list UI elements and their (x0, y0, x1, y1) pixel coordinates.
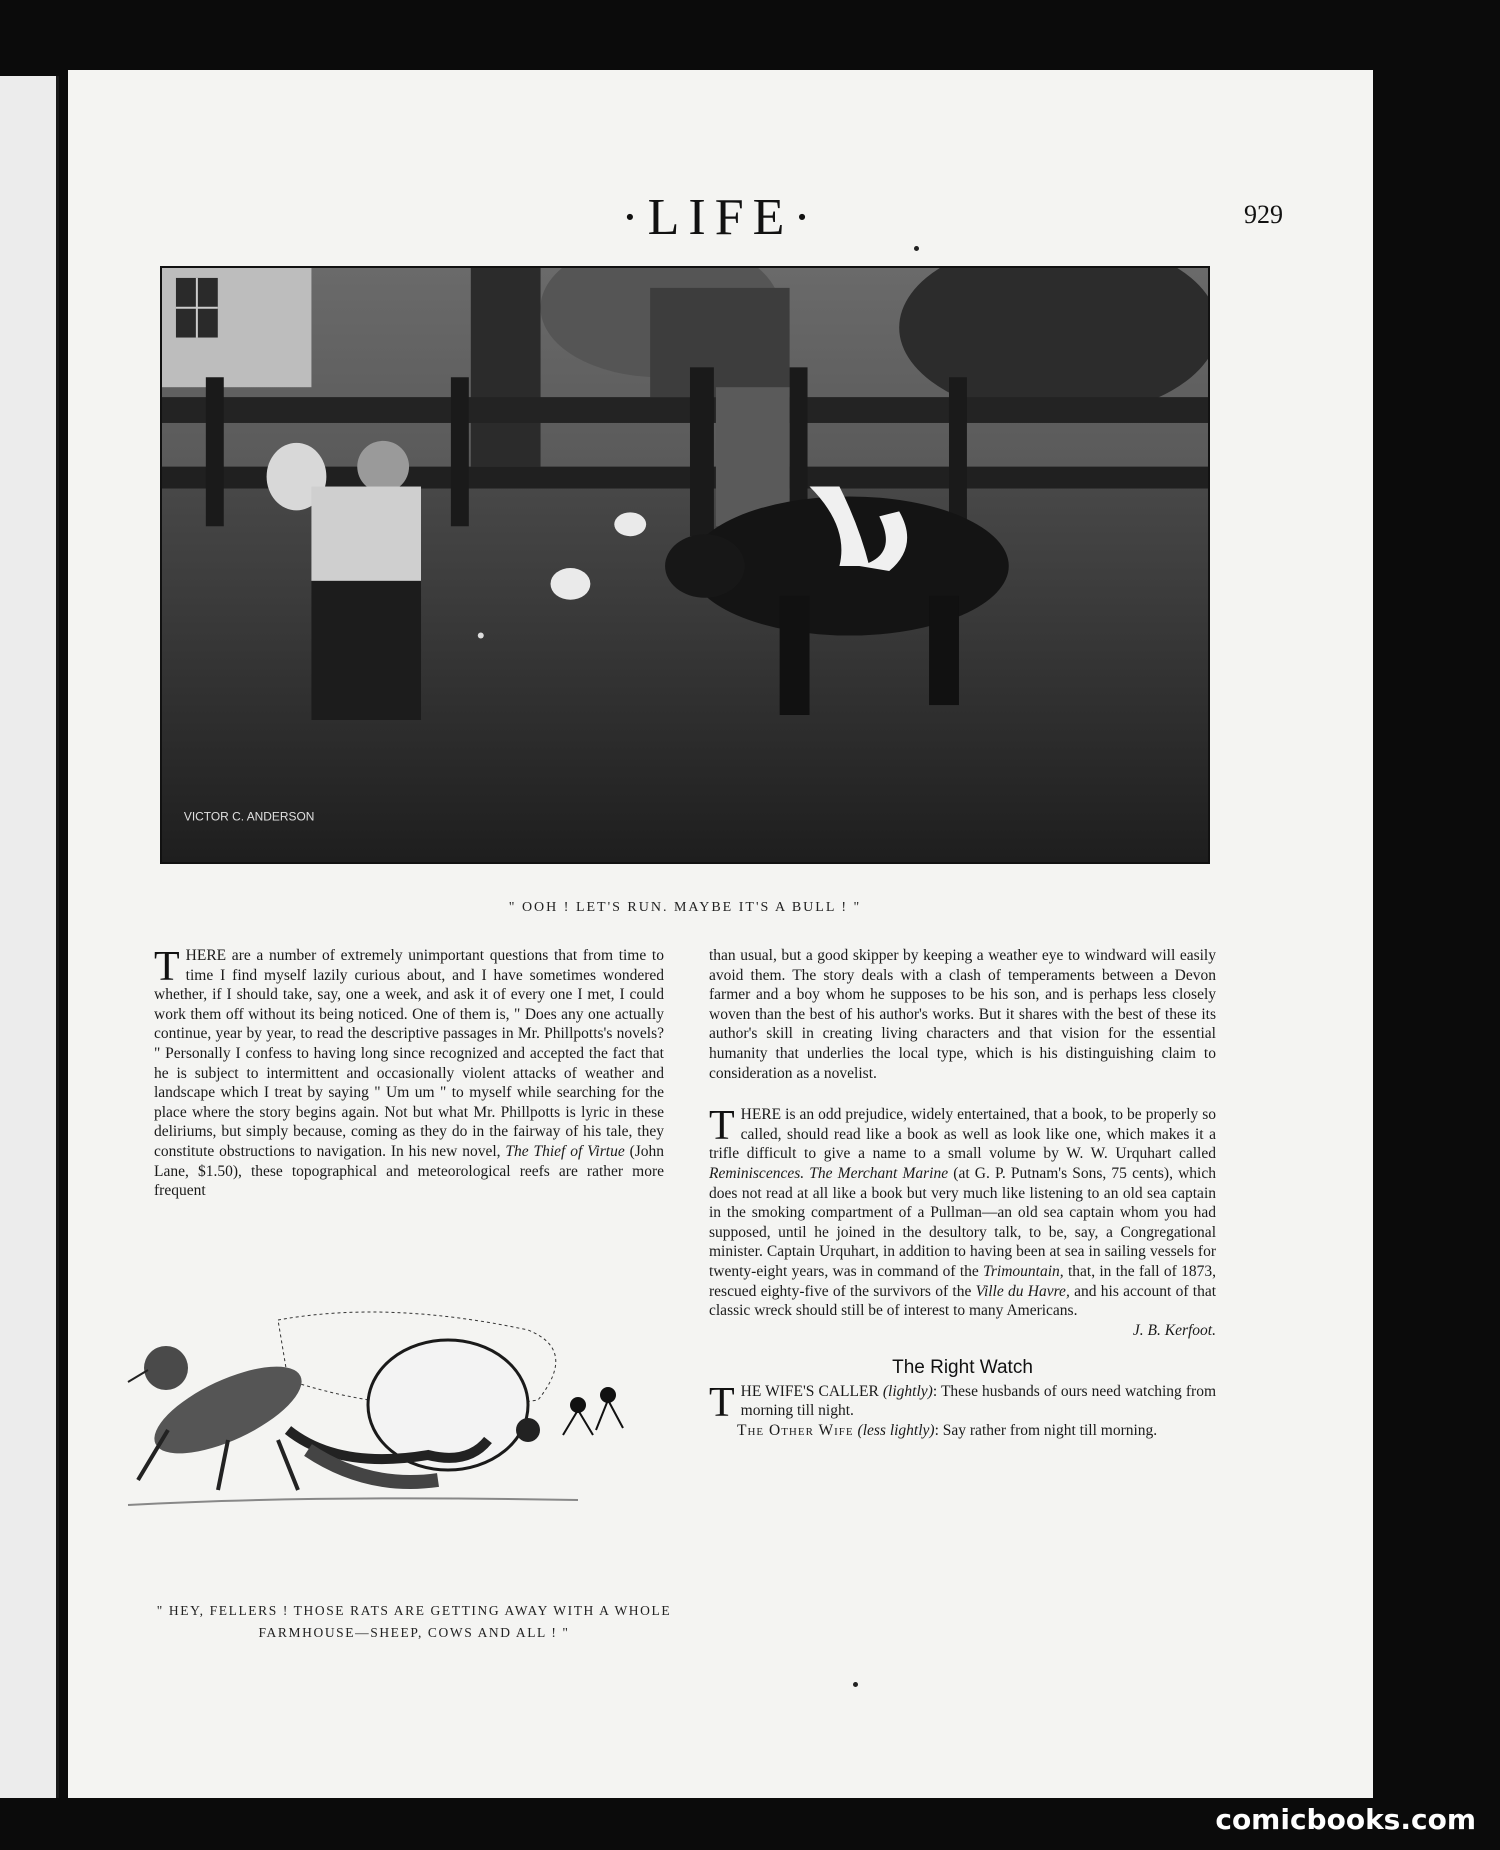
ink-speck (914, 246, 919, 251)
illustration-caption: " OOH ! LET'S RUN. MAYBE IT'S A BULL ! " (508, 900, 862, 915)
farmyard-drawing (162, 268, 1208, 862)
article-column-right (709, 946, 1216, 1441)
right-watch-title: The Right Watch (892, 1357, 1033, 1379)
article-paragraph-1-continued: than usual, but a good skipper by keeping a weather eye to windward will easily avoid them. The story deals with a clash of temperaments between a Devon farmer and a boy whom he supposes to be his son, and is perhaps less closely woven than the best of his author's works. But it shares with the best of these its author's skill in creating living characters and that vision for the essential humanity that underlies the local type, which is his distinguishing claim to consideration as a novelist. (709, 947, 1216, 1082)
rats-illustration (108, 1290, 668, 1590)
magazine-page (68, 70, 1373, 1798)
masthead: ·LIFE· (621, 189, 820, 246)
rats-caption: " HEY, FELLERS ! THOSE RATS ARE GETTING AWAY WITH A WHOLE FARMHOUSE—SHEEP, COWS AND ALL ! " (156, 1603, 672, 1640)
article-signature: J. B. Kerfoot. (1132, 1321, 1216, 1339)
book-title: The Thief of Virtue (505, 1142, 625, 1160)
right-watch-line-2: The Other Wife (less lightly): Say rather from night till morning. (737, 1422, 1158, 1440)
watermark: comicbooks.com (1215, 1803, 1476, 1836)
article-column-left (154, 946, 664, 1201)
right-watch-line-1: THE WIFE'S CALLER (lightly): These husbands of ours need watching from morning till night. (709, 1379, 1217, 1426)
artist-signature: VICTOR C. ANDERSON (183, 809, 315, 824)
page-number: 929 (1244, 200, 1283, 229)
farmyard-illustration (160, 266, 1210, 864)
drop-cap: T (709, 1103, 735, 1150)
drop-cap: T (709, 1379, 735, 1426)
article-paragraph-1: THERE are a number of extremely unimportant questions that from time to time I find myself lazily curious about, and I have sometimes wondered whether, if I should take, say, one a week, and ask it of every one I met, I could work them off without its being noticed. One of them is, " Does any one actually continue, year by year, to read the descriptive passages in Mr. Phillpotts's novels? " Personally I confess to having long since recognized and accepted the fact that he is subject to intermittent and occasionally violent attacks of weather and landscape which I treat by saying " Um um " to myself while searching for the place where the story begins again. Not but what Mr. Phillpotts is lyric in these deliriums, but simply because, coming as they do in the fairway of his tale, they constitute obstructions to navigation. In his new novel, The Thief of Virtue (John Lane, $1.50), these topographical and meteorological reefs are rather more frequent (154, 944, 665, 1200)
rats-drawing (108, 1290, 668, 1590)
ink-speck (853, 1682, 858, 1687)
article-paragraph-2: THERE is an odd prejudice, widely entertained, that a book, to be properly so called, should read like a book as well as look like one, which makes it a trifle difficult to give a name to a small volume by W. W. Urquhart called Reminiscences. The Merchant Marine (at G. P. Putnam's Sons, 75 cents), which does not read at all like a book but very much like listening to an old sea captain in the smoking compartment of a Pullman—an old sea captain whom you had supposed, until he joined in the desultory talk, to be, say, a Congregational minister. Captain Urquhart, in addition to having been at sea in sailing vessels for twenty-eight years, was in command of the Trimountain, that, in the fall of 1873, rescued eighty-five of the survivors of the Ville du Havre, and his account of that classic wreck should still be of interest to many Americans. (709, 1103, 1217, 1320)
drop-cap: T (154, 944, 180, 990)
previous-page-edge (0, 76, 59, 1798)
